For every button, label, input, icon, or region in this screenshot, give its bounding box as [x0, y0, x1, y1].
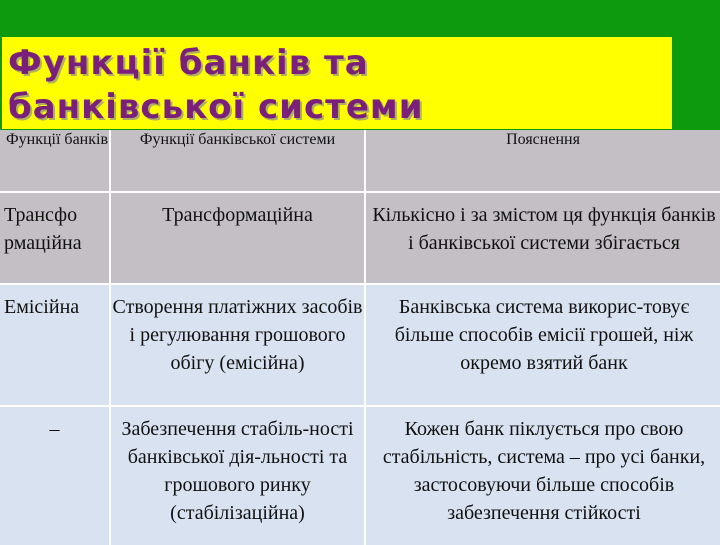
cell-bank-function: –	[49, 418, 60, 440]
functions-table	[0, 130, 720, 545]
cell-explanation: Кожен банк піклується про свою стабільність, система – про усі банки, застосовуючи більше способів забезпечення стійкості	[382, 418, 706, 524]
cell-system-function: Забезпечення стабіль-ності банківської дія-льності та грошового ринку (стабілізаційна)	[121, 418, 354, 524]
title-line-2: банківської системи	[8, 87, 424, 127]
title-line-1: Функції банків та	[8, 43, 369, 83]
table-row	[0, 406, 720, 545]
table-row	[0, 284, 720, 406]
table-row	[0, 192, 720, 284]
cell-system-function: Створення платіжних засобів і регулювання грошового обігу (емісійна)	[112, 296, 363, 374]
cell-bank-function: Трансфо рмаційна	[4, 204, 82, 254]
cell-explanation: Кількісно і за змістом ця функція банків і банківської системи збігається	[372, 204, 716, 254]
cell-explanation: Банківська система викорис-товує більше способів емісії грошей, ніж окремо взятий банк	[394, 296, 694, 374]
slide-title	[2, 37, 672, 129]
header-explanation: Пояснення	[365, 130, 720, 192]
cell-bank-function: Емісійна	[4, 296, 80, 318]
header-system-functions: Функції банківської системи	[110, 130, 365, 192]
cell-system-function: Трансформаційна	[162, 204, 313, 226]
table-header-row	[0, 130, 720, 192]
header-bank-functions: Функції банків	[0, 130, 110, 192]
